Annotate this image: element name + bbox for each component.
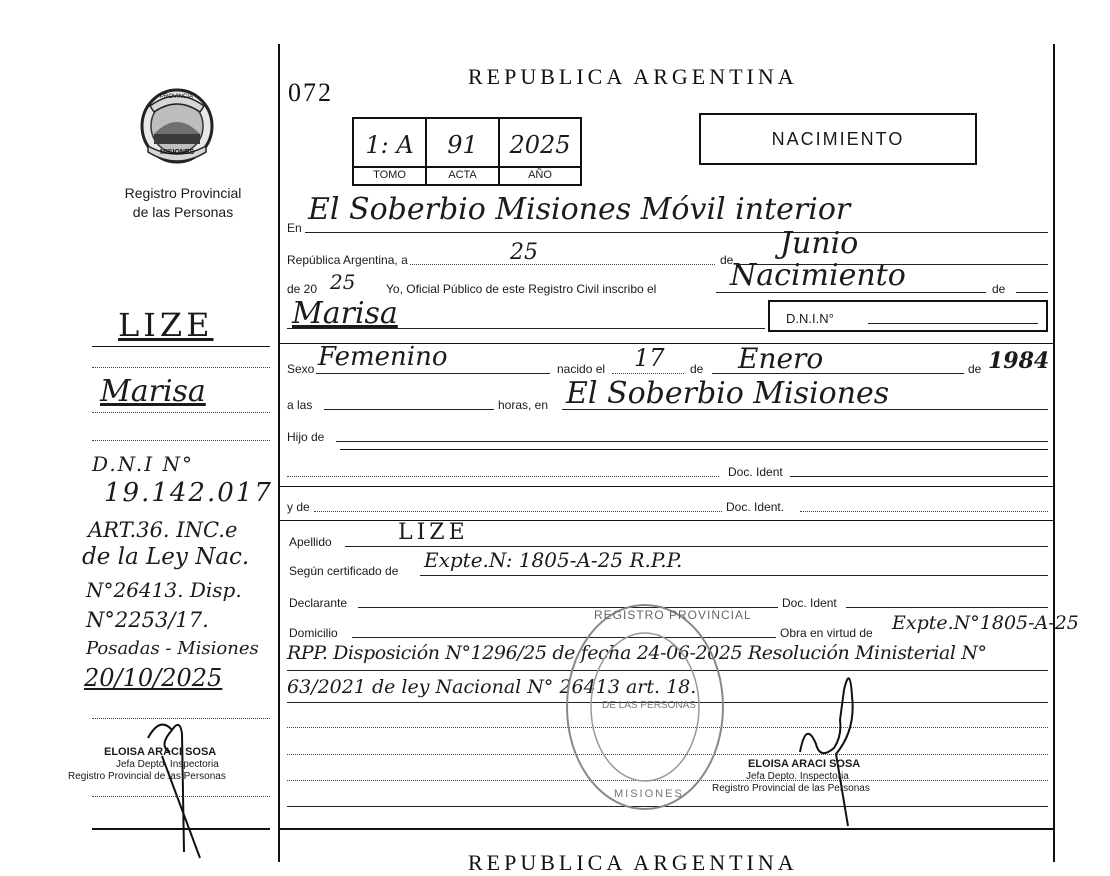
en-label: En — [287, 221, 302, 235]
tomo-value: 1: A — [365, 131, 414, 159]
apellido-value: LIZE — [398, 520, 469, 545]
obs-line-2: 63/2021 de ley Nacional N° 26413 art. 18. — [287, 676, 697, 698]
hour-line — [324, 409, 494, 410]
sidebar-dots-5 — [92, 796, 270, 797]
form-left-border — [278, 44, 280, 862]
right-signer-org: Registro Provincial de las Personas — [712, 783, 870, 794]
sexo-value: Femenino — [318, 342, 448, 372]
left-signer-name: ELOISA ARACI SOSA — [104, 746, 217, 758]
obs-line-1: RPP. Disposición N°1296/25 de fecha 24-06-2025 Resolución Ministerial N° — [287, 642, 987, 664]
dni-box — [768, 300, 1048, 332]
act-type-line-end — [1016, 292, 1048, 293]
obra-label: Obra en virtud de — [780, 626, 873, 640]
margin-note-line3: N°26413. Disp. — [86, 578, 242, 602]
hijo-rule — [340, 449, 1048, 450]
en-line — [305, 232, 1048, 233]
margin-first-name: Marisa — [100, 374, 206, 409]
margin-note-date: 20/10/2025 — [84, 664, 223, 692]
country-heading: REPUBLICA ARGENTINA — [468, 64, 798, 89]
footer-country-heading: REPUBLICA ARGENTINA — [468, 850, 798, 875]
doc-ident-label-2: Doc. Ident. — [726, 500, 785, 514]
left-signer-org: Registro Provincial de las Personas — [68, 771, 226, 782]
sidebar-dots-1 — [92, 367, 270, 368]
stamp-text-side: DE LAS PERSONAS — [602, 700, 696, 711]
obra-value: Expte.N°1805-A-25 — [892, 612, 1079, 634]
margin-note-line4: N°2253/17. — [86, 608, 209, 632]
margin-note-line2: de la Ley Nac. — [82, 544, 250, 570]
right-signer-title: Jefa Depto. Inspectoria — [746, 771, 849, 782]
section-rule-2 — [280, 486, 1053, 487]
republic-label: República Argentina, a — [287, 253, 408, 267]
person-name: Marisa — [292, 296, 398, 331]
act-type: Nacimiento — [730, 258, 906, 293]
segun-value: Expte.N: 1805-A-25 R.P.P. — [424, 548, 683, 572]
margin-note-line1: ART.36. INC.e — [88, 518, 238, 542]
year-written: 25 — [330, 270, 356, 294]
day-line — [410, 264, 715, 265]
yde-line — [314, 511, 722, 512]
logo-text-bottom: MISIONES — [160, 149, 195, 156]
birth-day-line — [612, 373, 684, 374]
yde-label: y de — [287, 500, 310, 514]
segun-label: Según certificado de — [289, 564, 399, 578]
apellido-label: Apellido — [289, 535, 332, 549]
margin-dni-label: D.N.I N° — [92, 452, 195, 476]
sidebar-rule-2 — [92, 828, 270, 830]
tomo-label: TOMO — [354, 166, 425, 184]
sidebar-dots-3 — [92, 440, 270, 441]
dni-box-label: D.N.I.N° — [786, 311, 834, 326]
apellido-line — [345, 546, 1048, 547]
margin-surname: LIZE — [118, 306, 214, 344]
acta-value: 91 — [447, 131, 478, 159]
day-written: 25 — [510, 240, 538, 265]
registry-name-line1: Registro Provincial — [124, 185, 242, 201]
sidebar-rule-1 — [92, 346, 270, 347]
birth-year: 1984 — [988, 348, 1050, 374]
acta-label: ACTA — [427, 166, 498, 184]
doc-ident-line-1 — [790, 476, 1048, 477]
birth-de-label: de — [690, 362, 704, 376]
de-label-2: de — [992, 282, 1006, 296]
sexo-line — [316, 373, 550, 374]
name-line — [287, 328, 765, 329]
dni-box-line — [868, 323, 1038, 324]
alas-label: a las — [287, 398, 313, 412]
anio-label: AÑO — [500, 166, 580, 184]
birth-month: Enero — [738, 342, 824, 375]
sidebar-dots-2 — [92, 412, 270, 413]
right-signer-name: ELOISA ARACI SOSA — [748, 758, 861, 770]
section-rule-3 — [280, 520, 1053, 521]
record-type-box — [699, 113, 977, 165]
stamp-text-bottom: MISIONES — [614, 788, 684, 800]
declarante-label: Declarante — [289, 596, 348, 610]
margin-note-line5: Posadas - Misiones — [86, 638, 259, 659]
birth-place: El Soberbio Misiones — [566, 376, 890, 411]
de-label: de — [720, 253, 734, 267]
section-rule-4 — [280, 828, 1053, 830]
domicilio-label: Domicilio — [289, 626, 338, 640]
doc-ident-label-3: Doc. Ident — [782, 596, 837, 610]
nacido-label: nacido el — [557, 362, 606, 376]
registry-logo — [138, 86, 216, 166]
left-signature-icon — [140, 712, 210, 862]
form-right-border — [1053, 44, 1055, 862]
officer-text: Yo, Oficial Público de este Registro Civil inscribo el — [386, 282, 657, 296]
year-prefix: de 20 — [287, 282, 318, 296]
segun-line — [420, 575, 1048, 576]
record-id-boxes — [352, 117, 582, 186]
top-number: 072 — [288, 78, 333, 107]
left-signer-title: Jefa Depto. Inspectoria — [116, 759, 219, 770]
parent-line — [287, 476, 719, 477]
month-written: Junio — [780, 226, 859, 261]
registry-name-line2: de las Personas — [132, 204, 234, 220]
official-stamp — [562, 600, 752, 814]
birth-year-de: de — [968, 362, 982, 376]
right-signature-icon — [790, 660, 880, 830]
doc-ident-line-3 — [846, 607, 1048, 608]
logo-text-top: PROVINCIA — [160, 94, 194, 100]
doc-ident-label-1: Doc. Ident — [728, 465, 783, 479]
doc-ident-line-2 — [800, 511, 1048, 512]
anio-value: 2025 — [509, 131, 571, 159]
hijo-line — [336, 441, 1048, 442]
hijo-label: Hijo de — [287, 430, 325, 444]
stamp-text-top: REGISTRO PROVINCIAL — [594, 608, 752, 622]
birth-place-line — [562, 409, 1048, 410]
sexo-label: Sexo — [287, 362, 315, 376]
margin-dni-value: 19.142.017 — [104, 478, 273, 508]
place-value: El Soberbio Misiones Móvil interior — [308, 192, 851, 227]
birth-day: 17 — [634, 344, 665, 372]
record-type: NACIMIENTO — [771, 129, 905, 149]
horas-label: horas, en — [498, 398, 549, 412]
